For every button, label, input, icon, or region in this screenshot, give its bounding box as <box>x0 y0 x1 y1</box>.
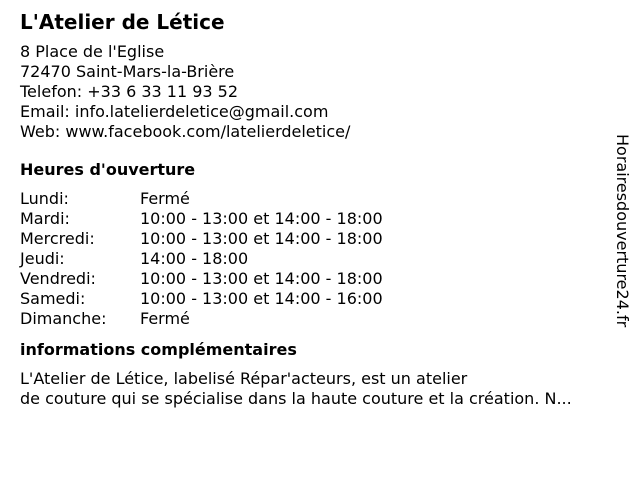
hours-time: 14:00 - 18:00 <box>140 249 249 268</box>
info-description-line-1: L'Atelier de Létice, labelisé Répar'acteurs, est un atelier <box>20 369 468 388</box>
business-name: L'Atelier de Létice <box>20 10 225 34</box>
address-street: 8 Place de l'Eglise <box>20 42 165 61</box>
hours-day: Samedi: <box>20 289 86 308</box>
hours-row-mardi <box>20 209 620 229</box>
business-card <box>20 8 620 409</box>
address-city: 72470 Saint-Mars-la-Brière <box>20 62 235 81</box>
hours-table <box>20 189 620 329</box>
web-line[interactable]: Web: www.facebook.com/latelierdeletice/ <box>20 122 351 141</box>
hours-time: 10:00 - 13:00 et 14:00 - 18:00 <box>140 229 383 248</box>
hours-row-mercredi <box>20 229 620 249</box>
info-description-line-2: de couture qui se spécialise dans la haute couture et la création. N... <box>20 389 572 408</box>
hours-day: Mardi: <box>20 209 70 228</box>
info-heading: informations complémentaires <box>20 340 297 359</box>
hours-day: Vendredi: <box>20 269 96 288</box>
hours-row-samedi <box>20 289 620 309</box>
hours-row-lundi <box>20 189 620 209</box>
hours-day: Jeudi: <box>20 249 65 268</box>
hours-row-dimanche <box>20 309 620 329</box>
hours-row-jeudi <box>20 249 620 269</box>
hours-time: Fermé <box>140 189 190 208</box>
hours-day: Dimanche: <box>20 309 107 328</box>
hours-time: 10:00 - 13:00 et 14:00 - 16:00 <box>140 289 383 308</box>
phone-line[interactable]: Telefon: +33 6 33 11 93 52 <box>20 82 239 101</box>
site-watermark: Horairesdouverture24.fr <box>613 134 632 328</box>
email-line[interactable]: Email: info.latelierdeletice@gmail.com <box>20 102 329 121</box>
hours-day: Mercredi: <box>20 229 95 248</box>
hours-day: Lundi: <box>20 189 69 208</box>
hours-row-vendredi <box>20 269 620 289</box>
hours-time: 10:00 - 13:00 et 14:00 - 18:00 <box>140 209 383 228</box>
hours-time: 10:00 - 13:00 et 14:00 - 18:00 <box>140 269 383 288</box>
hours-heading: Heures d'ouverture <box>20 160 196 179</box>
hours-time: Fermé <box>140 309 190 328</box>
